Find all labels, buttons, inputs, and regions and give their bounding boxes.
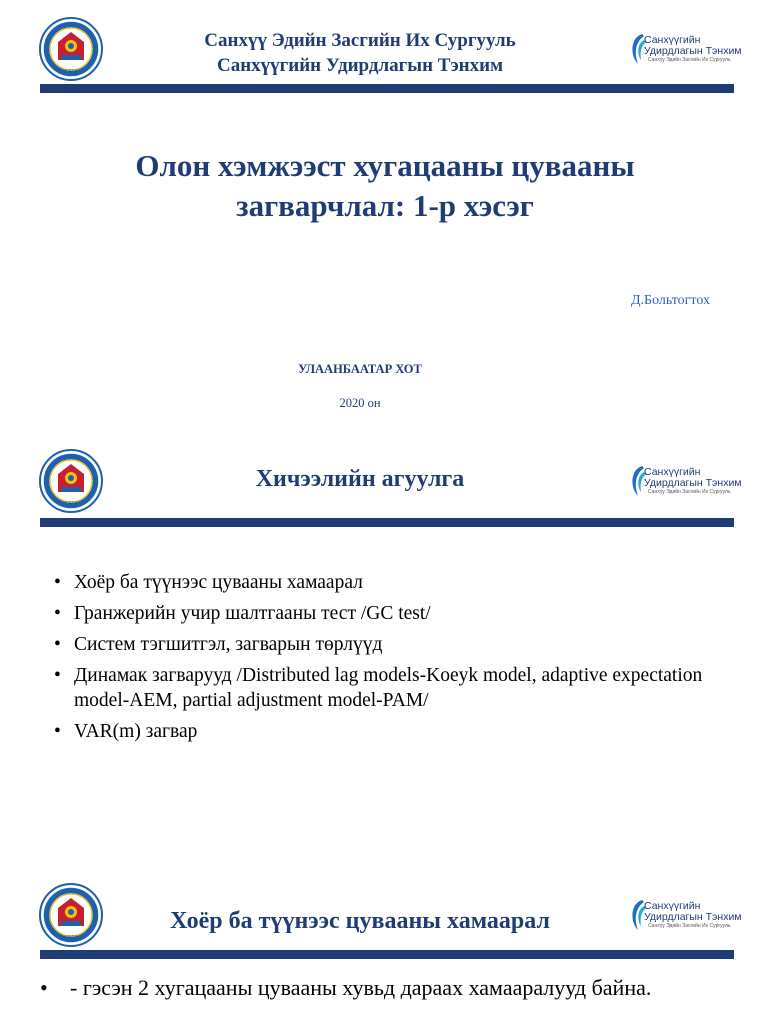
bullet-icon: • [54, 721, 61, 742]
department-logo-line2: Удирдлагын Тэнхим [644, 911, 742, 923]
header-divider [40, 518, 734, 527]
title-line-2: загварчлал: 1-р хэсэг [236, 188, 534, 223]
department-logo-tagline: Санхүү Эдийн Засгийн Их Сургууль [648, 923, 731, 929]
department-logo [628, 896, 742, 936]
department-logo-line2: Удирдлагын Тэнхим [644, 477, 742, 489]
contents-slide [0, 432, 768, 864]
bullet-icon: • [54, 634, 61, 655]
bullet-text: - гэсэн 2 хугацааны цувааны хувьд дараах хамааралууд байна. [70, 975, 652, 1000]
title-line-1: Олон хэмжээст хугацааны цувааны [135, 148, 635, 183]
contents-list [52, 570, 732, 750]
department-name: Санхүүгийн Удирдлагын Тэнхим [216, 55, 504, 76]
list-item [40, 974, 730, 1002]
bullet-icon: • [54, 603, 61, 624]
university-seal-logo [38, 882, 104, 948]
list-item: • Хоёр ба түүнээс цувааны хамаарал [54, 572, 363, 593]
university-name: Санхүү Эдийн Засгийн Их Сургууль [204, 30, 516, 51]
title-slide [0, 0, 768, 432]
relationship-slide [0, 864, 768, 1024]
department-logo-line1: Санхүүгийн [644, 466, 701, 478]
department-logo-tagline: Санхүү Эдийн Засгийн Их Сургууль [648, 489, 731, 495]
department-logo-line2: Удирдлагын Тэнхим [644, 45, 742, 57]
department-logo-line1: Санхүүгийн [644, 34, 701, 46]
list-item: • VAR(m) загвар [54, 721, 198, 742]
department-logo-tagline: Санхүү Эдийн Засгийн Их Сургууль [648, 57, 731, 63]
presentation-title [60, 146, 710, 226]
slide-title: Хоёр ба түүнээс цувааны хамаарал [170, 908, 550, 934]
header-divider [40, 950, 734, 959]
svg-text:1924: 1924 [64, 69, 78, 75]
department-logo-line1: Санхүүгийн [644, 900, 701, 912]
university-seal-logo [38, 16, 104, 82]
city-label: УЛААНБААТАР ХОТ [298, 362, 422, 376]
year-label: 2020 он [339, 396, 381, 410]
list-item: • Динамак загварууд /Distributed lag models-Koeyk model, adaptive expectation model-AEM, partial adjustment model-PAM/ [54, 665, 703, 711]
university-seal-logo [38, 448, 104, 514]
header-divider [40, 84, 734, 93]
author-name: Д.Больтогтох [630, 293, 710, 308]
svg-text:1924: 1924 [64, 501, 78, 507]
svg-text:1924: 1924 [64, 935, 78, 941]
slide-title: Хичээлийн агуулга [255, 466, 465, 492]
department-logo [628, 462, 742, 502]
bullet-icon: • [40, 975, 48, 1000]
bullet-icon: • [54, 572, 61, 593]
department-logo [628, 30, 742, 70]
list-item: • Гранжерийн учир шалтгааны тест /GC test/ [54, 603, 431, 624]
bullet-icon: • [54, 665, 61, 686]
list-item: • Систем тэгшитгэл, загварын төрлүүд [54, 634, 383, 655]
